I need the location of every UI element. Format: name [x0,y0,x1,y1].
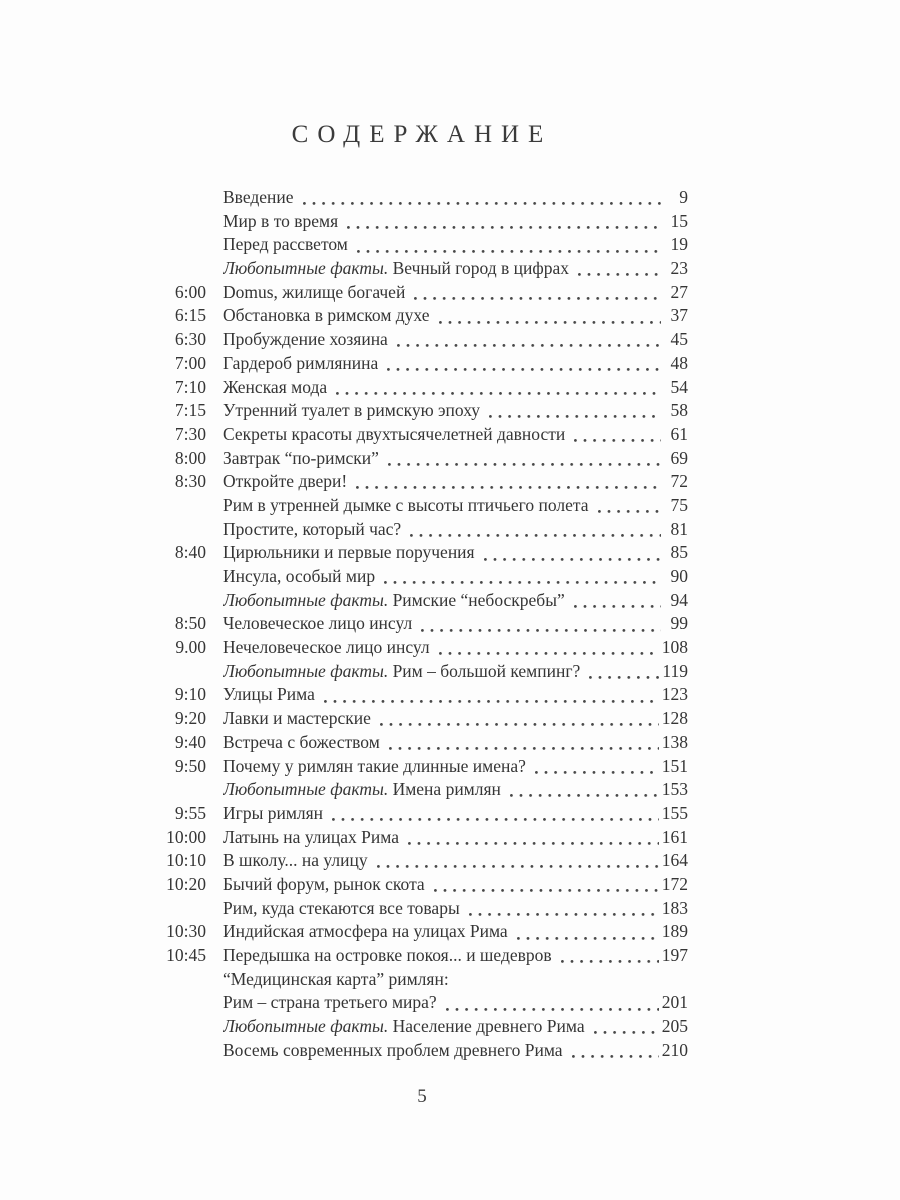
toc-entry-title: Любопытные факты. Рим – большой кемпинг? [223,660,581,681]
toc-entry [158,612,688,636]
toc-entry [158,565,688,589]
toc-entry [158,683,688,707]
toc-entry-page: 205 [661,1016,688,1037]
toc-entry-page: 189 [661,921,688,942]
toc-entry [158,304,688,328]
toc-entry-time [158,1015,206,1039]
dot-leader [437,636,659,660]
toc-entry [158,447,688,471]
toc-entry [158,873,688,897]
toc-entry-title: Рим – страна третьего мира? [223,992,437,1013]
toc-entry-time [158,1039,206,1063]
dot-leader [515,920,659,944]
dot-leader [508,778,659,802]
dot-leader [533,755,659,779]
toc-entry [158,518,688,542]
toc-entry-title: Пробуждение хозяина [223,329,388,350]
toc-entry-title: Утренний туалет в римскую эпоху [223,400,481,421]
toc-entry-title: Латынь на улицах Рима [223,826,399,847]
toc-entry-time: 7:15 [174,400,206,421]
toc-entry-time: 10:45 [166,945,206,965]
toc-entry-title: Женская мода [223,376,328,397]
toc-entry-page: 23 [670,258,688,279]
toc-entry-page: 161 [661,826,688,847]
toc-entry-time [158,897,206,921]
toc-entry-page: 45 [670,329,688,350]
toc-entry-title: Инсула, особый мир [223,566,376,586]
toc-entry [158,210,688,234]
toc-entry-title: Откройте двери! [223,471,348,492]
toc-entry-page: 75 [670,494,688,515]
toc-entry-title: Рим в утренней дымке с высоты птичьего полета [223,494,589,515]
dot-leader [387,731,659,755]
toc-entry-page: 54 [670,376,688,397]
toc-entry-time [158,518,206,542]
toc-entry [158,1039,688,1063]
toc-entry [158,897,688,921]
toc-entry-title: Улицы Рима [223,684,315,705]
toc-entry-time [158,186,206,210]
dot-leader [382,565,661,589]
toc-entry-title: Обстановка в римском духе [223,305,430,326]
toc-entry-title: Цирюльники и первые поручения [223,542,475,563]
toc-entry [158,707,688,731]
dot-leader [570,1039,659,1063]
toc-entry-page: 201 [661,992,688,1013]
dot-leader [334,376,661,400]
dot-leader [301,186,661,210]
toc-entry-title: Любопытные факты. Вечный город в цифрах [223,258,569,279]
toc-entry-time [158,778,206,802]
toc-entry-title: Любопытные факты. Население древнего Рима [223,1016,585,1037]
dot-leader [559,944,659,968]
toc-entry [158,991,688,1015]
toc-entry-time: 8:30 [174,471,206,492]
toc-entry-page: 183 [661,897,688,918]
toc-entry [158,731,688,755]
dot-leader [572,423,661,447]
toc-entry-page: 19 [670,234,688,255]
toc-entry-time: 8:00 [174,447,206,468]
toc-entry-page: 164 [661,850,688,871]
toc-entry-time: 6:30 [174,329,206,350]
toc-entry-time: 9:55 [174,802,206,823]
toc-entry-page: 27 [670,281,688,302]
toc-entry-time [158,968,206,992]
toc-entry-time: 7:10 [174,376,206,397]
toc-entry-page: 61 [670,423,688,444]
dot-leader [412,281,661,305]
toc-entry-page: 48 [670,352,688,373]
toc-entry-title: Встреча с божеством [223,731,380,752]
dot-leader [395,328,661,352]
toc-entry [158,1015,688,1039]
toc-entry-title: Секреты красоты двухтысячелетней давности [223,423,566,444]
toc-entry [158,920,688,944]
dot-leader [378,707,659,731]
dot-leader [385,352,661,376]
page-title: СОДЕРЖАНИЕ [291,121,553,148]
toc-entry-page: 9 [679,187,688,207]
dot-leader [330,802,659,826]
toc-entry [158,541,688,565]
toc-entry-time: 10:00 [166,826,206,847]
toc-entry-page: 58 [670,400,688,421]
toc-entry-time: 10:10 [166,850,206,871]
toc-entry-title: Человеческое лицо инсул [223,613,413,634]
toc-entry-page: 197 [661,945,688,965]
toc-entry-page: 128 [661,708,688,729]
toc-entry-page: 172 [661,873,688,894]
toc-entry [158,257,688,281]
toc-entry-page: 108 [661,637,688,658]
toc-entry-page: 153 [661,779,688,800]
toc-entry-page: 81 [670,518,688,539]
toc-entry-page: 94 [670,589,688,610]
dot-leader [345,210,661,234]
toc-entry-title: Нечеловеческое лицо инсул [223,637,430,658]
dot-leader [444,991,659,1015]
toc-entry [158,944,688,968]
toc-entry-title: Восемь современных проблем древнего Рима [223,1039,563,1060]
toc-entry-title: Любопытные факты. Имена римлян [223,779,501,800]
toc-entry-title: Почему у римлян такие длинные имена? [223,755,526,776]
toc-entry-title: Перед рассветом [223,234,348,255]
toc-entry-time: 10:20 [166,873,206,894]
toc-entry [158,660,688,684]
toc-entry-time: 8:50 [174,613,206,634]
dot-leader [406,826,659,850]
toc-entry-time: 10:30 [166,921,206,942]
toc-entry-title: Введение [223,187,294,207]
dot-leader [587,660,659,684]
toc-entry [158,423,688,447]
toc-entry [158,352,688,376]
toc-entry [158,802,688,826]
toc-entry-time [158,210,206,234]
toc-entry-title-italic: Любопытные факты. [223,1016,389,1037]
toc-entry-title: Бычий форум, рынок скота [223,873,425,894]
toc-entry-time [158,233,206,257]
toc-entry [158,778,688,802]
toc-entry [158,589,688,613]
toc-entry-page: 151 [661,755,688,776]
toc-entry-page: 90 [670,566,688,586]
toc-entry-page: 37 [670,305,688,326]
toc-entry [158,186,688,210]
toc-entry [158,968,688,992]
toc-entry-title: Индийская атмосфера на улицах Рима [223,921,508,942]
toc-entry-time: 6:00 [174,281,206,302]
toc-entry-time: 9:20 [174,708,206,729]
toc-entry [158,470,688,494]
folio-page-number: 5 [417,1086,427,1107]
toc-entry [158,281,688,305]
toc-entry-title-italic: Любопытные факты. [223,589,389,610]
toc-entry-title-italic: Любопытные факты. [223,258,389,279]
dot-leader [437,304,661,328]
toc-entry [158,399,688,423]
toc-entry [158,376,688,400]
toc-entry-time [158,565,206,589]
toc-entry-title: Рим, куда стекаются все товары [223,897,460,918]
toc-entry-time: 8:40 [174,542,206,563]
toc-entry-time: 7:30 [174,423,206,444]
toc-entry-title: Любопытные факты. Римские “небоскребы” [223,589,565,610]
dot-leader [572,589,661,613]
toc-entry-title: “Медицинская карта” римлян: [223,968,449,989]
toc-entry-time: 6:15 [174,305,206,326]
toc-entry-page: 155 [661,802,688,823]
toc-entry-time [158,494,206,518]
dot-leader [487,399,661,423]
toc-entry-page: 123 [661,684,688,705]
dot-leader [576,257,661,281]
dot-leader [467,897,659,921]
dot-leader [432,873,659,897]
toc-entry-page: 85 [670,542,688,563]
dot-leader [596,494,661,518]
toc-entry-title: Передышка на островке покоя... и шедевров [223,945,552,965]
toc-entry [158,328,688,352]
toc-entry [158,849,688,873]
toc-entry [158,233,688,257]
toc-entry [158,826,688,850]
toc-entry-time: 9:10 [174,684,206,705]
toc-entry-time [158,257,206,281]
toc-entry-page: 210 [661,1039,688,1060]
toc-entry-page: 15 [670,210,688,231]
toc-entry-page: 138 [661,731,688,752]
toc-entry [158,636,688,660]
dot-leader [355,233,661,257]
toc-entry-time: 7:00 [174,352,206,373]
toc-entry-page: 72 [670,471,688,492]
toc-entry-title: Простите, который час? [223,518,402,539]
toc-entry-time [158,589,206,613]
toc-entry-title: Мир в то время [223,210,339,231]
toc-entry-title: Гардероб римлянина [223,352,379,373]
dot-leader [354,470,661,494]
toc-entry-time [158,991,206,1015]
toc-entry-time [158,660,206,684]
toc-entry [158,755,688,779]
toc-entry-title: Лавки и мастерские [223,708,371,729]
toc-entry-page: 99 [670,613,688,634]
dot-leader [322,683,659,707]
dot-leader [592,1015,659,1039]
toc-entry-title-italic: Любопытные факты. [223,779,389,800]
toc-entry-title: Завтрак “по-римски” [223,447,379,468]
toc-entry-page: 69 [670,447,688,468]
toc-entry-title: Игры римлян [223,802,324,823]
toc-entry-title-italic: Любопытные факты. [223,660,389,681]
dot-leader [375,849,659,873]
toc-entry [158,494,688,518]
toc-list [158,186,688,1062]
dot-leader [408,518,661,542]
toc-entry-time: 9:50 [174,755,206,776]
toc-entry-time: 9.00 [175,637,206,658]
toc-entry-title: Domus, жилище богачей [223,281,406,302]
dot-leader [386,447,661,471]
dot-leader [482,541,661,565]
dot-leader [419,612,661,636]
toc-entry-title: В школу... на улицу [223,850,368,871]
toc-entry-page: 119 [662,660,688,681]
toc-entry-time: 9:40 [174,731,206,752]
